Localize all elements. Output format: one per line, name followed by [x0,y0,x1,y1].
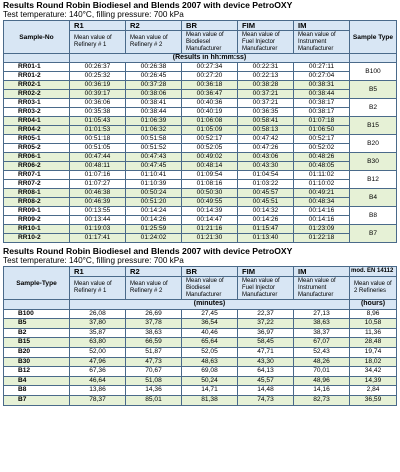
value-cell-r1: 78,37 [70,395,126,405]
table2-title: Results Round Robin Biodiesel and Blends 2007 with device PetroOXY [3,246,293,256]
units-label-hours: (hours) [350,300,397,310]
value-cell-fim: 01:04:54 [238,171,294,180]
value-cell-fim: 00:37:21 [238,99,294,108]
value-cell-mod: 2,84 [350,386,397,396]
sample-no-cell: RR01-1 [4,63,70,72]
value-cell-r1: 26,08 [70,309,126,319]
value-cell-r2: 00:51:58 [126,135,182,144]
value-cell-mod: 19,74 [350,347,397,357]
header-sample-type-2: Sample-Type [4,267,70,300]
value-cell-br: 00:48:14 [182,162,238,171]
value-cell-br: 27,45 [182,309,238,319]
value-cell-im: 27,13 [294,309,350,319]
sample-type-cell: B30 [4,357,70,367]
table-row [4,225,397,234]
value-cell-r2: 47,73 [126,357,182,367]
value-cell-r2: 14,36 [126,386,182,396]
value-cell-r2: 00:37:28 [126,81,182,90]
sample-type-cell: B8 [4,386,70,396]
value-cell-br: 52,05 [182,347,238,357]
sample-no-cell: RR05-2 [4,144,70,153]
header-br: BR [182,21,238,31]
table-row [4,376,397,386]
table-row [4,386,397,396]
sample-type-cell: B7 [4,395,70,405]
value-cell-br: 48,63 [182,357,238,367]
value-cell-fim: 01:13:40 [238,234,294,243]
sample-type-cell: B100 [4,309,70,319]
value-cell-r1: 01:07:16 [70,171,126,180]
value-cell-r2: 85,01 [126,395,182,405]
header-br-sub: Mean value of Biodiesel Manufacturer [182,31,238,54]
value-cell-im: 00:38:17 [294,99,350,108]
value-cell-im: 00:38:31 [294,81,350,90]
table-row [4,117,397,126]
table-row [4,234,397,243]
value-cell-r2: 00:38:06 [126,90,182,99]
sample-no-cell: RR09-1 [4,207,70,216]
value-cell-r1: 00:39:17 [70,90,126,99]
units-label-1: (Results in hh:mm:ss) [70,54,350,63]
results-table-1 [3,20,397,243]
table-row [4,338,397,348]
header2-br-sub: Mean value of Biodiesel Manufacturer [182,277,238,300]
value-cell-im: 00:38:17 [294,108,350,117]
value-cell-fim: 00:36:35 [238,108,294,117]
sample-type-cell: B100 [350,63,397,81]
header2-br: BR [182,267,238,277]
header-fim-sub: Mean value of Fuel Injector Manufacturer [238,31,294,54]
table-row [4,347,397,357]
value-cell-im: 52,43 [294,347,350,357]
value-cell-im: 00:27:04 [294,72,350,81]
value-cell-im: 48,96 [294,376,350,386]
value-cell-im: 00:48:05 [294,162,350,171]
sample-type-cell: B5 [350,81,397,99]
table-row [4,144,397,153]
value-cell-im: 00:48:26 [294,153,350,162]
sample-no-cell: RR09-2 [4,216,70,225]
header-r2-sub: Mean value of Refinery # 2 [126,31,182,54]
value-cell-br: 00:52:17 [182,135,238,144]
sample-no-cell: RR01-2 [4,72,70,81]
value-cell-im: 00:52:02 [294,144,350,153]
value-cell-im: 00:14:16 [294,216,350,225]
sample-type-cell: B15 [350,117,397,135]
header2-fim-sub: Mean value of Fuel Injector Manufacturer [238,277,294,300]
sample-type-cell: B5 [4,319,70,329]
value-cell-br: 01:05:09 [182,126,238,135]
value-cell-br: 00:36:47 [182,90,238,99]
table-row [4,328,397,338]
value-cell-r2: 51,08 [126,376,182,386]
value-cell-r2: 00:47:43 [126,153,182,162]
value-cell-r2: 00:50:24 [126,189,182,198]
value-cell-r2: 38,63 [126,328,182,338]
sample-type-cell: B12 [350,171,397,189]
value-cell-r2: 00:51:52 [126,144,182,153]
value-cell-fim: 47,71 [238,347,294,357]
header2-r1: R1 [70,267,126,277]
value-cell-r2: 00:26:45 [126,72,182,81]
table-row [4,357,397,367]
value-cell-r1: 67,36 [70,367,126,377]
value-cell-im: 01:10:02 [294,180,350,189]
value-cell-r2: 00:26:38 [126,63,182,72]
table-row [4,81,397,90]
value-cell-br: 00:14:39 [182,207,238,216]
value-cell-r2: 01:10:39 [126,180,182,189]
sample-no-cell: RR02-1 [4,81,70,90]
value-cell-br: 00:27:20 [182,72,238,81]
value-cell-br: 01:21:16 [182,225,238,234]
value-cell-br: 00:50:30 [182,189,238,198]
sample-no-cell: RR10-2 [4,234,70,243]
header-im-sub: Mean value of Instrument Manufacturer [294,31,350,54]
table-row [4,171,397,180]
table-row [4,367,397,377]
value-cell-r1: 35,87 [70,328,126,338]
sample-type-cell: B8 [350,207,397,225]
value-cell-fim: 00:14:32 [238,207,294,216]
table2-subtitle: Test temperature: 140°C, filling pressure: 700 kPa [3,256,184,265]
header-r2: R2 [126,21,182,31]
value-cell-fim: 14,48 [238,386,294,396]
value-cell-r1: 01:17:41 [70,234,126,243]
value-cell-fim: 01:15:47 [238,225,294,234]
value-cell-fim: 74,73 [238,395,294,405]
value-cell-r1: 01:07:27 [70,180,126,189]
value-cell-br: 00:49:55 [182,198,238,207]
value-cell-br: 65,64 [182,338,238,348]
value-cell-r1: 37,80 [70,319,126,329]
value-cell-r1: 46,64 [70,376,126,386]
value-cell-fim: 43,30 [238,357,294,367]
value-cell-im: 14,16 [294,386,350,396]
sample-type-cell: B4 [350,189,397,207]
value-cell-r1: 00:46:38 [70,189,126,198]
value-cell-im: 01:23:09 [294,225,350,234]
value-cell-fim: 00:22:13 [238,72,294,81]
value-cell-fim: 36,97 [238,328,294,338]
value-cell-r2: 01:10:41 [126,171,182,180]
sample-type-cell: B12 [4,367,70,377]
value-cell-r1: 00:36:06 [70,99,126,108]
sample-no-cell: RR02-2 [4,90,70,99]
value-cell-mod: 14,39 [350,376,397,386]
value-cell-im: 38,37 [294,328,350,338]
table-row [4,90,397,99]
value-cell-mod: 18,02 [350,357,397,367]
sample-no-cell: RR04-1 [4,117,70,126]
value-cell-r2: 01:06:32 [126,126,182,135]
value-cell-fim: 00:47:42 [238,135,294,144]
sample-no-cell: RR07-1 [4,171,70,180]
table-row [4,135,397,144]
value-cell-im: 82,73 [294,395,350,405]
value-cell-mod: 28,48 [350,338,397,348]
value-cell-im: 00:49:21 [294,189,350,198]
table-row [4,180,397,189]
sample-type-cell: B20 [350,135,397,153]
header-im: IM [294,21,350,31]
table-row [4,395,397,405]
value-cell-fim: 00:43:06 [238,153,294,162]
sample-no-cell: RR06-2 [4,162,70,171]
value-cell-r2: 70,67 [126,367,182,377]
table2-section [0,246,400,406]
value-cell-br: 69,08 [182,367,238,377]
value-cell-r1: 01:19:03 [70,225,126,234]
sample-type-cell: B30 [350,153,397,171]
value-cell-im: 00:38:44 [294,90,350,99]
value-cell-r2: 00:38:44 [126,108,182,117]
table-row [4,207,397,216]
value-cell-r1: 00:13:55 [70,207,126,216]
header2-r1-sub: Mean value of Refinery # 1 [70,277,126,300]
value-cell-br: 36,54 [182,319,238,329]
value-cell-r2: 00:14:24 [126,207,182,216]
value-cell-fim: 00:45:51 [238,198,294,207]
value-cell-br: 01:09:54 [182,171,238,180]
table-row [4,108,397,117]
value-cell-r1: 00:26:37 [70,63,126,72]
value-cell-br: 00:49:02 [182,153,238,162]
value-cell-r1: 01:05:43 [70,117,126,126]
value-cell-im: 67,07 [294,338,350,348]
table-row [4,63,397,72]
header-r1-sub: Mean value of Refinery # 1 [70,31,126,54]
value-cell-fim: 00:47:26 [238,144,294,153]
sample-no-cell: RR04-2 [4,126,70,135]
value-cell-im: 48,26 [294,357,350,367]
sample-type-cell: B2 [4,328,70,338]
value-cell-fim: 00:38:28 [238,81,294,90]
value-cell-im: 00:14:16 [294,207,350,216]
value-cell-fim: 00:58:41 [238,117,294,126]
value-cell-br: 40,46 [182,328,238,338]
sample-type-cell: B4 [4,376,70,386]
value-cell-br: 00:40:36 [182,99,238,108]
sample-no-cell: RR08-2 [4,198,70,207]
value-cell-im: 01:06:50 [294,126,350,135]
value-cell-br: 00:36:18 [182,81,238,90]
header2-mod: mod. EN 14112 [350,267,397,277]
table-row [4,216,397,225]
value-cell-r2: 00:14:26 [126,216,182,225]
sample-type-cell: B15 [4,338,70,348]
value-cell-fim: 00:22:31 [238,63,294,72]
value-cell-im: 38,63 [294,319,350,329]
results-table-2 [3,266,397,406]
table-row [4,319,397,329]
value-cell-fim: 00:14:26 [238,216,294,225]
value-cell-r1: 00:35:38 [70,108,126,117]
table-row [4,153,397,162]
table-row [4,72,397,81]
sample-no-cell: RR08-1 [4,189,70,198]
value-cell-im: 01:07:18 [294,117,350,126]
value-cell-br: 14,71 [182,386,238,396]
value-cell-r1: 00:51:05 [70,144,126,153]
value-cell-r1: 00:48:11 [70,162,126,171]
value-cell-r1: 13,86 [70,386,126,396]
value-cell-mod: 10,58 [350,319,397,329]
value-cell-fim: 00:45:57 [238,189,294,198]
value-cell-mod: 34,42 [350,367,397,377]
value-cell-br: 01:08:16 [182,180,238,189]
value-cell-br: 00:40:19 [182,108,238,117]
value-cell-r2: 51,87 [126,347,182,357]
value-cell-im: 00:52:17 [294,135,350,144]
sample-no-cell: RR07-2 [4,180,70,189]
value-cell-br: 81,38 [182,395,238,405]
value-cell-br: 01:21:30 [182,234,238,243]
value-cell-fim: 37,22 [238,319,294,329]
table-row [4,162,397,171]
value-cell-fim: 58,45 [238,338,294,348]
sample-type-cell: B2 [350,99,397,117]
value-cell-fim: 01:03:22 [238,180,294,189]
value-cell-im: 01:11:02 [294,171,350,180]
value-cell-mod: 36,59 [350,395,397,405]
value-cell-r1: 00:51:18 [70,135,126,144]
header2-im: IM [294,267,350,277]
value-cell-mod: 8,96 [350,309,397,319]
header-fim: FIM [238,21,294,31]
sample-type-cell: B7 [350,225,397,243]
value-cell-r1: 01:01:53 [70,126,126,135]
value-cell-r2: 00:47:45 [126,162,182,171]
table-row [4,309,397,319]
sample-no-cell: RR03-1 [4,99,70,108]
header2-fim: FIM [238,267,294,277]
value-cell-im: 70,01 [294,367,350,377]
value-cell-fim: 00:43:30 [238,162,294,171]
value-cell-r2: 01:25:59 [126,225,182,234]
value-cell-r1: 00:25:32 [70,72,126,81]
value-cell-r1: 52,00 [70,347,126,357]
units-label-2: (minutes) [70,300,350,310]
value-cell-r2: 00:51:20 [126,198,182,207]
table-row [4,99,397,108]
value-cell-r2: 01:06:39 [126,117,182,126]
value-cell-r1: 00:46:39 [70,198,126,207]
value-cell-fim: 00:58:13 [238,126,294,135]
value-cell-im: 01:22:18 [294,234,350,243]
header-r1: R1 [70,21,126,31]
value-cell-r1: 63,80 [70,338,126,348]
table-row [4,126,397,135]
sample-no-cell: RR05-1 [4,135,70,144]
value-cell-r2: 26,69 [126,309,182,319]
value-cell-r2: 00:38:41 [126,99,182,108]
value-cell-br: 00:52:05 [182,144,238,153]
value-cell-r1: 00:47:44 [70,153,126,162]
value-cell-br: 01:06:08 [182,117,238,126]
sample-no-cell: RR10-1 [4,225,70,234]
value-cell-fim: 64,13 [238,367,294,377]
header2-r2: R2 [126,267,182,277]
header2-mod-sub: Mean value of 2 Refineries [350,277,397,300]
header2-r2-sub: Mean value of Refinery # 2 [126,277,182,300]
value-cell-mod: 11,36 [350,328,397,338]
value-cell-br: 00:27:34 [182,63,238,72]
value-cell-fim: 45,57 [238,376,294,386]
header2-im-sub: Mean value of Instrument Manufacturer [294,277,350,300]
value-cell-im: 00:48:34 [294,198,350,207]
value-cell-r2: 66,59 [126,338,182,348]
value-cell-r1: 00:36:19 [70,81,126,90]
sample-no-cell: RR06-1 [4,153,70,162]
value-cell-br: 50,24 [182,376,238,386]
value-cell-r2: 37,78 [126,319,182,329]
value-cell-im: 00:27:11 [294,63,350,72]
table1-subtitle: Test temperature: 140°C, filling pressure: 700 kPa [3,10,184,19]
sample-no-cell: RR03-2 [4,108,70,117]
table-row [4,189,397,198]
header-sample-type: Sample Type [350,21,397,54]
value-cell-fim: 00:37:21 [238,90,294,99]
value-cell-r1: 00:13:44 [70,216,126,225]
value-cell-r2: 01:24:02 [126,234,182,243]
table1-title: Results Round Robin Biodiesel and Blends 2007 with device PetroOXY [3,0,293,10]
value-cell-r1: 47,96 [70,357,126,367]
value-cell-br: 00:14:47 [182,216,238,225]
header-sample-no: Sample-No [4,21,70,54]
sample-type-cell: B20 [4,347,70,357]
value-cell-fim: 22,37 [238,309,294,319]
table-row [4,198,397,207]
